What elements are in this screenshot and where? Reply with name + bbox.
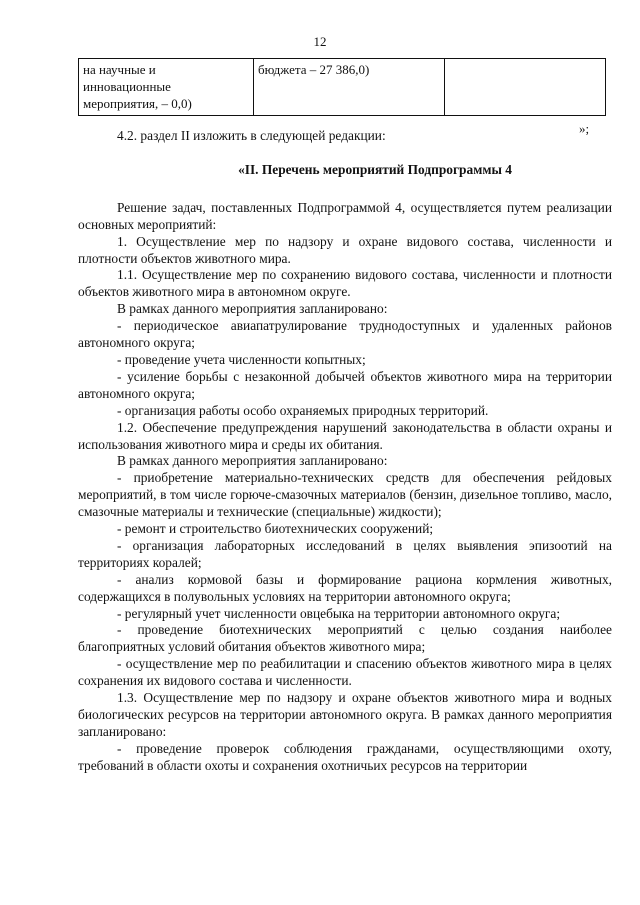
list-item: - осуществление мер по реабилитации и спасению объектов животного мира в целях сохранения их видового состава и численности. xyxy=(78,656,612,689)
paragraph: В рамках данного мероприятия запланировано: xyxy=(117,453,388,469)
cell-line: инновационные xyxy=(83,79,171,94)
paragraph: 1. Осуществление мер по надзору и охране видового состава, численности и плотности объектов животного мира. xyxy=(78,233,612,266)
list-item: - приобретение материально-технических средств для обеспечения рейдовых мероприятий, в том числе горюче-смазочных материалов (бензин, дизельное топливо, масло, смазочные материалы и технические (специальные) жидкости); xyxy=(78,470,612,520)
paragraph: Решение задач, поставленных Подпрограммой 4, осуществляется путем реализации основных мероприятий: xyxy=(78,199,612,232)
cell-line: мероприятия, – 0,0) xyxy=(83,96,192,111)
list-item: - регулярный учет численности овцебыка на территории автономного округа; xyxy=(117,605,561,621)
continuation-table xyxy=(78,58,606,116)
document-body xyxy=(78,128,612,775)
list-item: - организация лабораторных исследований в целях выявления эпизоотий на территориях коралей; xyxy=(78,537,612,570)
intro-paragraph: 4.2. раздел II изложить в следующей редакции: xyxy=(117,128,386,143)
table-cell-empty xyxy=(445,59,606,116)
closing-quote: »; xyxy=(579,121,590,136)
table-cell-activity xyxy=(79,59,254,116)
list-item: - проведение проверок соблюдения гражданами, осуществляющими охоту, требований в области охоты и сохранения охотничьих ресурсов на территории xyxy=(78,740,612,773)
paragraph: 1.2. Обеспечение предупреждения нарушений законодательства в области охраны и использования животного мира и среды их обитания. xyxy=(78,419,612,452)
list-item: - анализ кормовой базы и формирование рациона кормления животных, содержащихся в полувольных условиях на территории автономного округа; xyxy=(78,571,612,604)
paragraph: В рамках данного мероприятия запланировано: xyxy=(117,301,388,317)
paragraph: 1.1. Осуществление мер по сохранению видового состава, численности и плотности объектов животного мира в автономном округе. xyxy=(78,267,612,300)
page-number: 12 xyxy=(313,34,327,49)
list-item: - ремонт и строительство биотехнических сооружений; xyxy=(117,521,434,537)
table-row xyxy=(79,59,606,116)
list-item: - проведение учета численности копытных; xyxy=(117,351,366,367)
list-item: - периодическое авиапатрулирование труднодоступных и удаленных районов автономного округа; xyxy=(78,318,612,351)
cell-line: на научные и xyxy=(83,62,156,77)
list-item: - усиление борьбы с незаконной добычей объектов животного мира на территории автономного округа; xyxy=(78,368,612,401)
table-cell-budget: бюджета – 27 386,0) xyxy=(254,59,445,116)
list-item: - организация работы особо охраняемых природных территорий. xyxy=(117,402,489,418)
list-item: - проведение биотехнических мероприятий с целью создания наиболее благоприятных условий обитания объектов животного мира; xyxy=(78,622,612,655)
section-title: «II. Перечень мероприятий Подпрограммы 4 xyxy=(238,161,512,177)
paragraph: 1.3. Осуществление мер по надзору и охране объектов животного мира и водных биологических ресурсов на территории автономного округа. В рамках данного мероприятия запланировано: xyxy=(78,690,612,739)
